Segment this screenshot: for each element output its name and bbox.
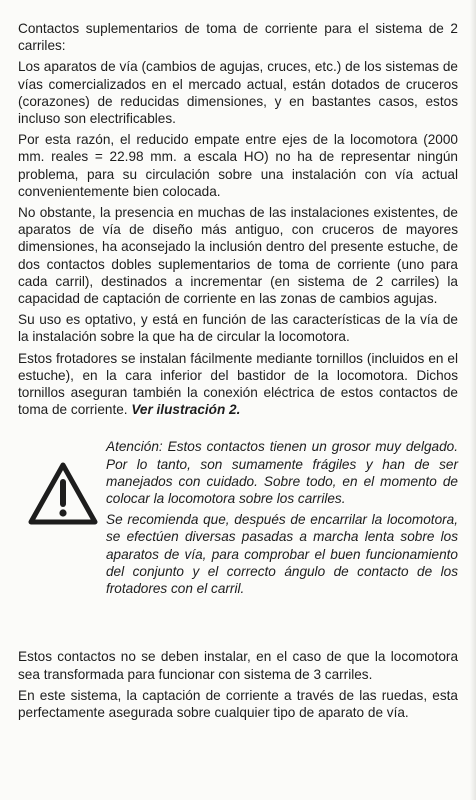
paragraph-2: Por esta razón, el reducido empate entre ejes de la locomotora (2000 mm. reales = 22.98 mm. a escala HO) no ha de representar ningún problema, para su circulación sobre una instalación con vía actual convenientemente bien colocada. (18, 132, 458, 199)
paragraph-1: Los aparatos de vía (cambios de agujas, cruces, etc.) de los sistemas de vías comercializados en el mercado actual, están dotados de cruceros (corazones) de reducidas dimensiones, y en bastantes casos, estos incluso son electrificables. (18, 59, 458, 127)
warning-paragraph-1: Atención: Estos contactos tienen un grosor muy delgado. Por lo tanto, son sumamente frágiles y han de ser manejados con cuidado. Sobre todo, en el momento de colocar la locomotora sobre los carriles. (106, 439, 458, 507)
paragraph-6: Estos contactos no se deben instalar, en el caso de que la locomotora sea transformada para funcionar con sistema de 3 carriles. (18, 649, 458, 682)
document-page (18, 20, 458, 725)
paragraph-5 (18, 350, 458, 419)
paragraph-5-text: Estos frotadores se instalan fácilmente mediante tornillos (incluidos en el estuche), en la cara inferior del bastidor de la locomotora. Dichos tornillos aseguran también la conexión eléctrica de estos contactos de toma de corriente. (18, 350, 458, 418)
warning-triangle-icon (28, 462, 98, 526)
paragraph-4: Su uso es optativo, y está en función de las características de la vía de la instalación sobre la que ha de circular la locomotora. (18, 312, 458, 345)
section-heading: Contactos suplementarios de toma de corriente para el sistema de 2 carriles: (18, 21, 458, 54)
warning-box (18, 438, 458, 624)
paragraph-7: En este sistema, la captación de corriente a través de las ruedas, esta perfectamente asegurada sobre cualquier tipo de aparato de vía. (18, 687, 458, 721)
illustration-reference: Ver ilustración 2. (131, 402, 241, 418)
warning-paragraph-2: Se recomienda que, después de encarrilar la locomotora, se efectúen diversas pasadas a marcha lenta sobre los aparatos de vía, para comprobar el buen funcionamiento del conjunto y el correcto ángulo de contacto de los frotadores con el carril. (106, 512, 458, 597)
page-edge (470, 0, 476, 800)
paragraph-3: No obstante, la presencia en muchas de las instalaciones existentes, de aparatos de vía de diseño más antiguo, con cruceros de mayores dimensiones, ha aconsejado la inclusión dentro del presente estuche, de dos contactos dobles suplementarios de toma de corriente (uno para cada carril), destinados a incrementar (en sistema de 2 carriles) la capacidad de captación de corriente en las zonas de cambios agujas. (18, 205, 458, 307)
warning-text (106, 438, 458, 601)
